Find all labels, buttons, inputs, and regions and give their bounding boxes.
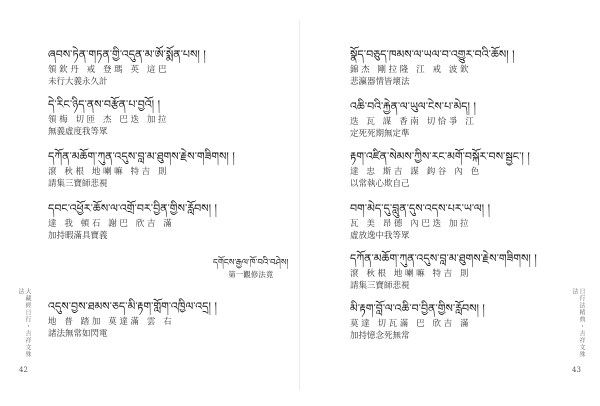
running-head: 大藏經日行・吉祥文殊法 <box>17 288 31 358</box>
translation-line: 無義虛度我等眾 <box>48 127 108 137</box>
translation-line: 諸法無常如閃電 <box>48 329 108 339</box>
section-heading-tibetan: དགོངས་རྒྱལ་ཁོ་བའི་བཤེས། <box>213 258 289 268</box>
phonetic-line: 瓦 美 昂德 內巴迭 加拉 <box>350 219 472 229</box>
tibetan-line: སྣོད་བཅུད་ཁམས་ལ་ཡལ་བ་འགྱུར་བའི་ཆོས། ། <box>350 48 515 61</box>
translation-line: 以常執心欺自己 <box>350 179 410 189</box>
page-number: 42 <box>19 366 28 374</box>
translation-line: 定死死期無定準 <box>350 129 410 139</box>
translation-line: 請集三寶師悲視 <box>48 179 108 189</box>
phonetic-line: 達 我 頓石 謝巴 欣吉 滿 <box>48 219 175 229</box>
verse <box>350 100 476 140</box>
verse <box>48 202 217 242</box>
section-heading <box>213 258 288 280</box>
tibetan-line: དེ་རིང་ཉིད་ནས་བརྩོན་པ་བྱའོ། ། <box>48 98 161 111</box>
section-heading-translation: 第一觀修法竟 <box>228 270 274 279</box>
verse <box>350 202 490 242</box>
tibetan-line: བག་མེད་དུ་བླུན་དུས་འདས་པར་ཡ་ལ། ། <box>350 202 491 215</box>
verse <box>48 150 235 190</box>
page-number: 43 <box>572 366 581 374</box>
phonetic-line: 地 普 踏加 莫達滿 雲 右 <box>48 317 175 327</box>
translation-line: 加持暇滿具寶義 <box>48 231 108 241</box>
phonetic-line: 達 忠 斯吉 謀 鈎谷 內 色 <box>350 167 482 177</box>
tibetan-line: དབང་འཕྱོར་ཆོས་ལ་འགྲོ་བར་བྱིན་གྱིས་རློབས། ། <box>48 202 217 215</box>
phonetic-line: 滾 秋根 地喇嘛 特吉 則 <box>350 269 472 279</box>
phonetic-line: 迭 瓦 謀 香南 切恰爭 江 <box>350 117 477 127</box>
tibetan-line: རྟག་འཛིན་སེམས་ཀྱིས་རང་མགོ་བསྐོར་བས་སྦྱང་། ། <box>350 150 530 163</box>
translation-line: 請集三寶師悲視 <box>350 281 410 291</box>
verse <box>350 302 485 342</box>
phonetic-line: 莫達 切瓦滿 巴 欣吉 滿 <box>350 319 472 329</box>
phonetic-line: 錦杰 剛拉隆 江 戒 波欽 <box>350 65 472 75</box>
tibetan-line: ཞབས་ཏེན་གཏན་གྱི་འདུན་མ་ཨོ་སྨོན་པས། ། <box>48 48 206 61</box>
tibetan-line: དཀོན་མཆོག་ཀུན་འདུས་བླ་མ་ཐུགས་རྗེས་གཟིགས། ། <box>48 150 235 163</box>
verse <box>350 252 537 292</box>
translation-line: 加持憶念死無常 <box>350 331 410 341</box>
running-head: 日行法精典・吉祥文殊法 <box>571 288 585 358</box>
verse <box>48 300 217 340</box>
translation-line: 虛放逸中我等眾 <box>350 231 410 241</box>
verse <box>48 98 169 138</box>
tibetan-line: མི་རྟག་བློ་ལ་འཆི་བ་བྱིན་གྱིས་རློབས། ། <box>350 302 485 315</box>
phonetic-line: 領欽丹 戒 登瑪 英 這巴 <box>48 65 170 75</box>
tibetan-line: འདུས་བྱས་ཐམས་ཅད་མི་རྟག་གློག་འཁྱིལ་འདྲ། ། <box>48 300 217 313</box>
verse <box>48 48 206 88</box>
tibetan-line: འཆི་བའི་རྐྱེན་ལ་ཡུལ་ངེས་པ་མེད། ། <box>350 100 476 113</box>
verse <box>350 48 515 88</box>
phonetic-line: 滾 秋根 地喇嘛 特吉 則 <box>48 167 170 177</box>
right-page <box>300 0 600 406</box>
phonetic-line: 領梅 切匝 杰 巴迭 加拉 <box>48 115 170 125</box>
verse <box>350 150 530 190</box>
tibetan-line: དཀོན་མཆོག་ཀུན་འདུས་བླ་མ་ཐུགས་རྗེས་གཟིགས། ། <box>350 252 537 265</box>
translation-line: 悲瀛器情皆壞法 <box>350 77 410 87</box>
translation-line: 未行大義永久計 <box>48 77 108 87</box>
